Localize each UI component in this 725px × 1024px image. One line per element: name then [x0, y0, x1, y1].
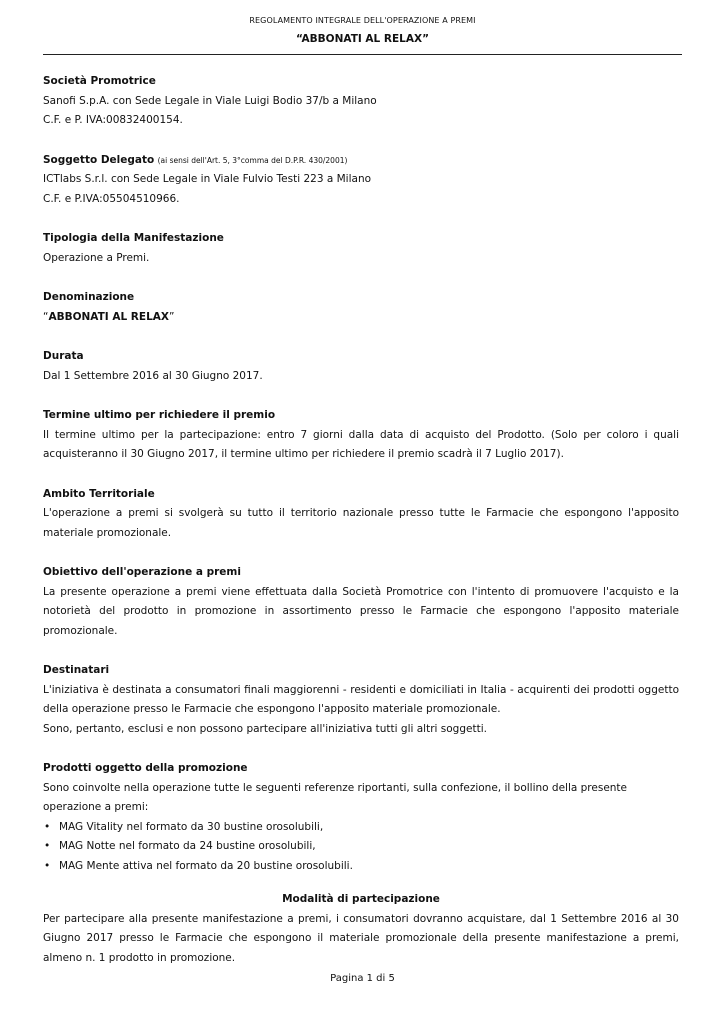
destinatari-exclusion: Sono, pertanto, esclusi e non possono partecipare all'iniziativa tutti gli altri soggetti. [43, 722, 487, 735]
list-item [43, 857, 679, 877]
list-item [43, 818, 679, 838]
soggetto-address: ICTlabs S.r.l. con Sede Legale in Viale Fulvio Testi 223 a Milano [43, 173, 372, 185]
section-termine [43, 406, 679, 465]
termine-text: Il termine ultimo per la partecipazione: entro 7 giorni dalla data di acquisto del Prodotto. (Solo per coloro i quali acquisteranno il 30 Giugno 2017, il termine ultimo per richiedere il premio scadrà il 7 Luglio 2017). [43, 428, 679, 460]
societa-tax-id: C.F. e P. IVA:00832400154. [43, 114, 183, 126]
section-modalita [43, 890, 679, 968]
section-societa-promotrice [43, 72, 679, 131]
document-body [43, 72, 679, 988]
section-heading: Tipologia della Manifestazione [43, 232, 224, 244]
societa-address: Sanofi S.p.A. con Sede Legale in Viale Luigi Bodio 37/b a Milano [43, 94, 377, 107]
product-name: MAG Notte nel formato da 24 bustine orosolubili, [59, 840, 316, 852]
section-heading: Modalità di partecipazione [282, 893, 440, 905]
section-ambito [43, 485, 679, 544]
prodotti-intro: Sono coinvolte nella operazione tutte le seguenti referenze riportanti, sulla confezione, il bollino della presente operazione a premi: [43, 781, 628, 813]
section-durata [43, 347, 679, 386]
page-number: Pagina 1 di 5 [330, 973, 395, 984]
section-heading: Obiettivo dell'operazione a premi [43, 566, 241, 578]
quote-close: ” [168, 310, 175, 323]
header-regulation-title: REGOLAMENTO INTEGRALE DELL'OPERAZIONE A PREMI [249, 16, 476, 25]
bullet: • [44, 859, 51, 872]
destinatari-text: L'iniziativa è destinata a consumatori finali maggiorenni - residenti e domiciliati in Italia - acquirenti dei prodotti oggetto della operazione presso le Farmacie che espongono l'apposito materiale promozionale. [43, 683, 679, 715]
bullet: • [44, 840, 51, 852]
section-heading: Soggetto Delegato [43, 153, 155, 166]
section-soggetto-delegato [43, 151, 679, 210]
section-heading: Denominazione [43, 291, 135, 303]
section-heading: Termine ultimo per richiedere il premio [43, 409, 276, 421]
ambito-text: L'operazione a premi si svolgerà su tutto il territorio nazionale presso tutte le Farmacie che espongono l'apposito materiale promozionale. [43, 507, 679, 539]
list-item [43, 837, 679, 857]
bullet: • [44, 820, 51, 833]
product-name: MAG Vitality nel formato da 30 bustine orosolubili, [59, 820, 324, 833]
header-divider [43, 54, 682, 55]
section-tipologia [43, 229, 679, 268]
obiettivo-text: La presente operazione a premi viene effettuata dalla Società Promotrice con l'intento di promuovere l'acquisto e la notorietà del prodotto in promozione in assortimento presso le Farmacie che espongono l'apposito materiale promozionale. [43, 585, 679, 637]
operation-name: ABBONATI AL RELAX [48, 310, 169, 323]
section-obiettivo [43, 563, 679, 641]
section-heading: Prodotti oggetto della promozione [43, 762, 248, 774]
product-list [43, 818, 679, 877]
product-name: MAG Mente attiva nel formato da 20 bustine orosolubili. [59, 859, 353, 872]
header-operation-name: “ABBONATI AL RELAX” [296, 33, 429, 45]
section-heading: Destinatari [43, 664, 110, 676]
section-heading: Ambito Territoriale [43, 487, 155, 500]
quote-open: “ [43, 310, 49, 323]
durata-text: Dal 1 Settembre 2016 al 30 Giugno 2017. [43, 369, 263, 382]
section-prodotti [43, 759, 679, 876]
section-destinatari [43, 661, 679, 739]
denominazione-text [43, 308, 679, 328]
tipologia-text: Operazione a Premi. [43, 251, 150, 264]
legal-reference-note: (ai sensi dell'Art. 5, 3°comma del D.P.R. 430/2001) [157, 155, 348, 165]
soggetto-tax-id: C.F. e P.IVA:05504510966. [43, 192, 180, 205]
section-heading: Durata [43, 350, 84, 362]
modalita-text: Per partecipare alla presente manifestazione a premi, i consumatori dovranno acquistare, dal 1 Settembre 2016 al 30 Giugno 2017 presso le Farmacie che espongono il materiale promozionale della presente manifestazione a premi, almeno n. 1 prodotto in promozione. [43, 912, 679, 964]
section-denominazione [43, 288, 679, 327]
section-heading: Società Promotrice [43, 75, 156, 87]
